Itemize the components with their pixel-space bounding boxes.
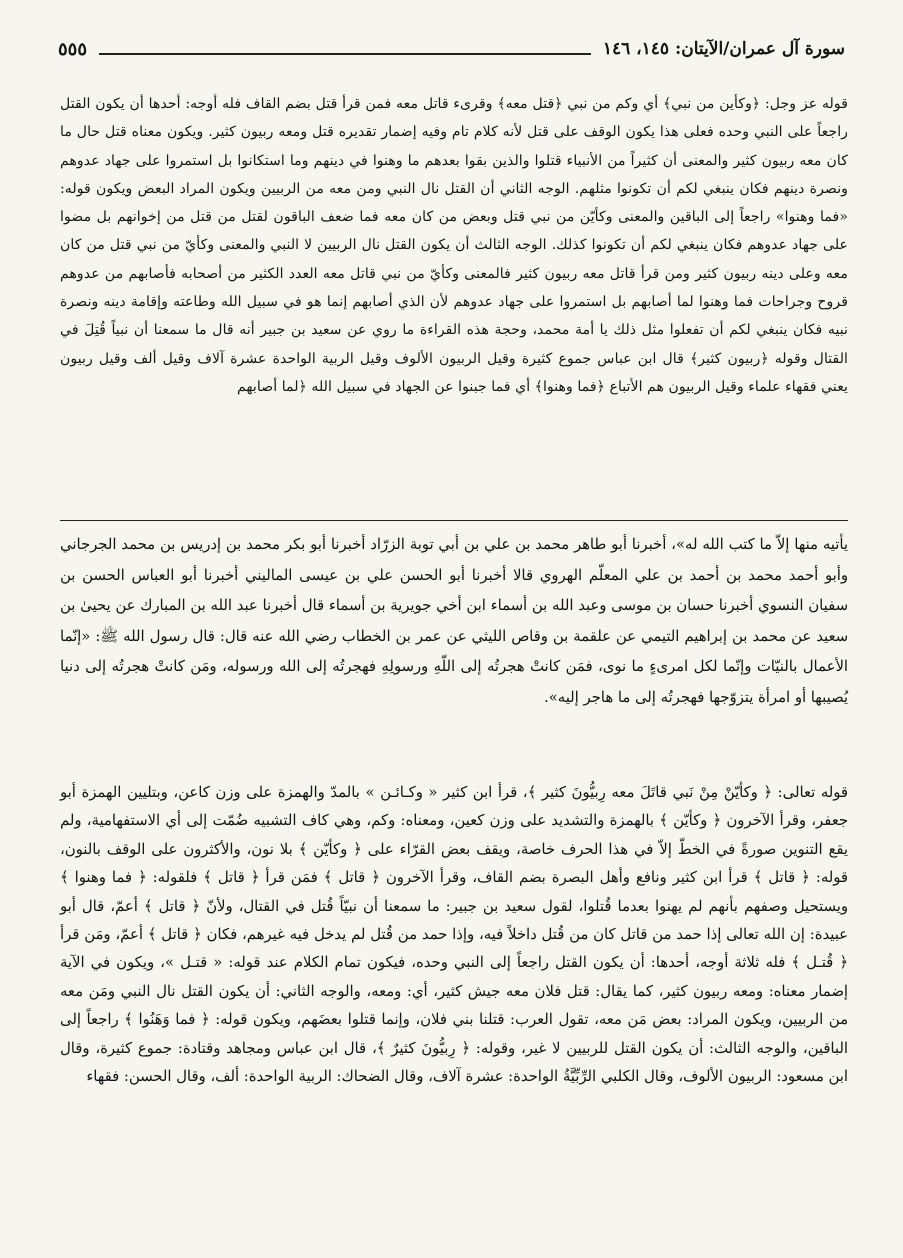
hadith-footnote <box>60 530 848 713</box>
page-number: ٥٥٥ <box>58 38 88 60</box>
secondary-tafsir-paragraph: قوله تعالى: ﴿ وكأيّنْ مِنْ نَبي قاتَلَ معه رِبيُّونَ كثير ﴾، قرأ ابن كثير « وكـائـن » بالمدّ والهمزة على وزن كاعن، وبتليين الهمزة أبو جعفر، وقرأ الآخرون ﴿ وكأيّن ﴾ بالهمزة والتشديد على وزن كعين، ومعناه: وكم، وهي كاف التشبيه ضُمّت إلى أي الاستفهامية، ولم يقع التنوين صورةً في الخطّ إلاّ في هذا الحرف خاصة، ويقف بعض القرّاء على ﴿ وكأيّن ﴾ بلا نون، والأكثرون على الوقف بالنون، قوله: ﴿ قاتل ﴾ قرأ ابن كثير ونافع وأهل البصرة بضم القاف، وقرأ الآخرون ﴿ قاتل ﴾ فمَن قرأ ﴿ قاتل ﴾ فلقوله: ﴿ فما وهنوا ﴾ ويستحيل وصفهم بأنهم لم يهنوا بعدما قُتلوا، لقول سعيد بن جبير: ما سمعنا أن نبيّاً قُتل في القتال، ولأنّ ﴿ قاتل ﴾ أعمّ، قال أبو عبيدة: إن الله تعالى إذا حمد من قاتل كان من قُتل داخلاً فيه، وإذا حمد من قُتل لم يدخل فيه غيرهم، فكان ﴿ قاتل ﴾ أعمّ، ومَن قرأ ﴿ قُتـل ﴾ فله ثلاثة أوجه، أحدها: أن يكون القتل راجعاً إلى النبي وحده، فيكون تمام الكلام عند قوله: « قتـل »، ويكون في الآية إضمار معناه: ومعه ربيون كثير، كما يقال: قتل فلان معه جيش كثير، أي: ومعه، والوجه الثاني: أن يكون القتل نال النبي ومَن معه من الربيين، ويكون المراد: بعض مَن معه، تقول العرب: قتلنا بني فلان، وإنما قتلوا بعضَهم، ويكون قوله: ﴿ فما وَهَنُوا ﴾ راجعاً إلى الباقين، والوجه الثالث: أن يكون القتل للربيين لا غير، وقوله: ﴿ رِبيُّونَ كثيرٌ ﴾، قال ابن عباس ومجاهد وقتادة: جموع كثيرة، وقال ابن مسعود: الربيون الألوف، وقال الكلبي الرِّبِّيَّةُ الواحدة: عشرة آلاف، وقال الضحاك: الربية الواحدة: ألف، وقال الحسن: فقهاء <box>60 784 848 1086</box>
tafsir-main-text <box>60 90 848 401</box>
tafsir-paragraph: قوله عز وجل: ﴿وكأين من نبي﴾ أي وكم من نبي ﴿قتل معه﴾ وقرىء قاتل معه فمن قرأ قتل بضم القاف فله أوجه: أحدها أن يكون القتل راجعاً على النبي وحده فعلى هذا يكون الوقف على قتل لأنه كلام تام وفيه إضمار تقديره قتل ومعه ربيون كثير. ويكون معناه قتل حال ما كان معه ربيون كثير والمعنى أن كثيراً من الأنبياء قتلوا والذين بقوا بعدهم ما وهنوا في دينهم وما استكانوا بل استمروا على جهاد عدوهم ونصرة دينهم فكان ينبغي لكم أن تكونوا مثلهم. الوجه الثاني أن القتل نال النبي ومن معه من الربيين ويكون المراد البعض ويكون قوله: «فما وهنوا» راجعاً إلى الباقين والمعنى وكأيّن من نبي قتل وبعض من كان معه فما ضعف الباقون لقتل من قتل من إخوانهم بل مضوا على جهاد عدوهم فكان ينبغي لكم أن تكونوا كذلك. الوجه الثالث أن يكون القتل نال الربيين لا النبي والمعنى وكأيّ من نبي قتل من كان معه وعلى دينه ربيون كثير ومن قرأ قاتل معه ربيون كثير فالمعنى وكأيّ من نبي قاتل معه العدد الكثير من أصحابه فأصابهم من عدوهم قروح وجراحات فما وهنوا لما أصابهم بل استمروا على جهاد عدوهم لأن الذي أصابهم إنما هو في سبيل الله وطاعته وإقامة دينه ونصرة نبيه فكان ينبغي لكم أن تفعلوا مثل ذلك يا أمة محمد، وحجة هذه القراءة ما روي عن سعيد بن جبير أنه قال ما سمعنا أن نبياً قُتِلَ في القتال وقوله ﴿ربيون كثير﴾ قال ابن عباس جموع كثيرة وقيل الربيون الألوف وقيل الربية الواحدة عشرة آلاف وقيل ألف وقيل ربيون يعني فقهاء علماء وقيل الربيون هم الأتباع ﴿فما وهنوا﴾ أي فما جبنوا عن الجهاد في سبيل الله ﴿لما أصابهم <box>60 96 848 395</box>
page-header <box>58 34 845 64</box>
header-rule <box>99 53 591 55</box>
secondary-tafsir-text <box>60 779 848 1091</box>
surah-heading: سورة آل عمران/الآيتان: ١٤٥، ١٤٦ <box>602 39 845 59</box>
hadith-paragraph: يأتيه منها إلاّ ما كتب الله له»، أخبرنا أبو طاهر محمد بن علي بن أبي توبة الزرّاد أخبرنا أبو بكر محمد بن إدريس بن محمد الجرجاني وأبو أحمد محمد بن أحمد بن علي المعلّم الهروي قالا أخبرنا أبو الحسن علي بن عيسى الماليني أخبرنا أبو العباس الحسن بن سفيان النسوي أخبرنا حسان بن موسى وعبد الله بن أسماء ابن أخي جويرية بن أسماء قال أخبرنا عبد الله بن المبارك عن يحيىٰ بن سعيد عن محمد بن إبراهيم التيمي عن علقمة بن وقاص الليثي عن عمر بن الخطاب رضي الله عنه قال: قال رسول الله ﷺ: «إنّما الأعمال بالنيّات وإنّما لكل امرىءٍ ما نوى، فمَن كانتْ هجرتُه إلى اللّهِ ورسولِهِ فهجرتُه إلى الله ورسوله، ومَن كانتْ هجرتُه إلى دنيا يُصيبها أو امرأة يتزوّجها فهجرتُه إلى ما هاجر إليه». <box>60 536 848 706</box>
footnote-divider <box>60 520 848 521</box>
